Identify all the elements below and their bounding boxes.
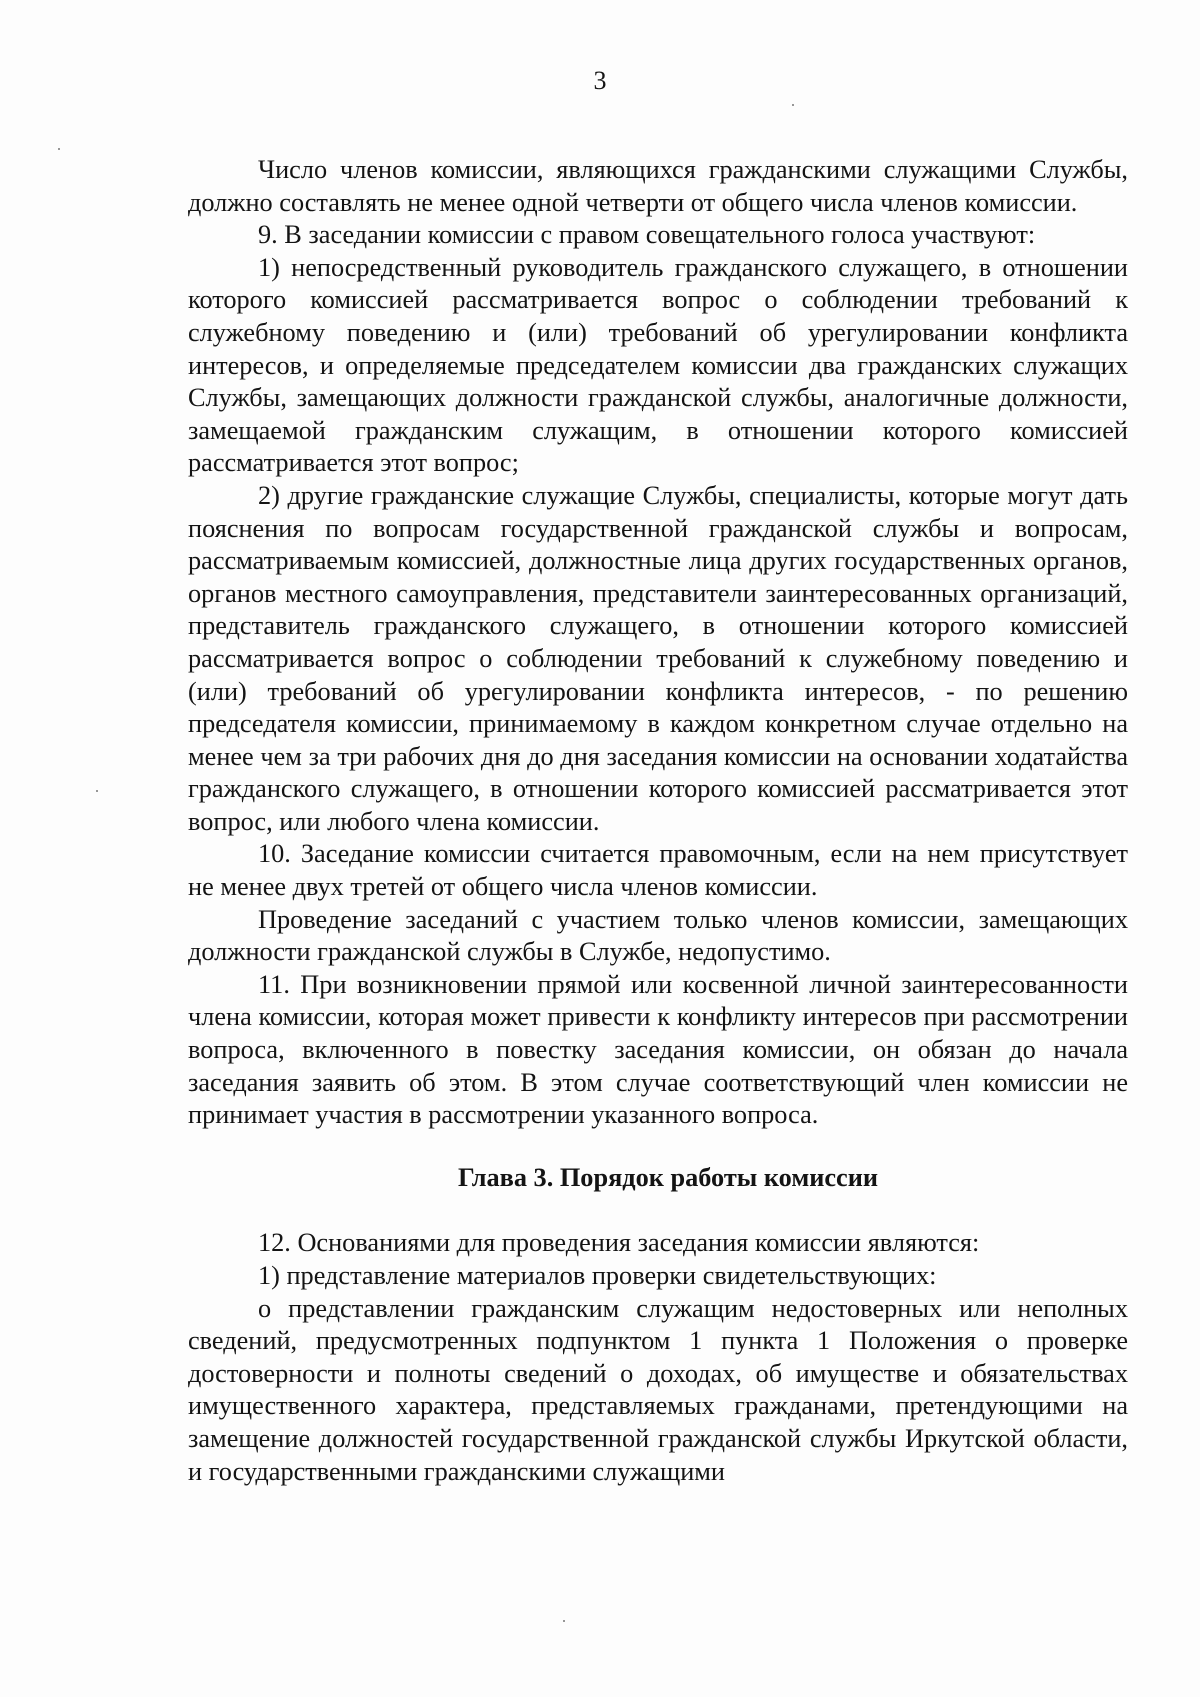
scan-speck [58, 148, 60, 150]
paragraph-item-12: 12. Основаниями для проведения заседания комиссии являются: [258, 1228, 980, 1258]
paragraph-item-9-1: 1) непосредственный руководитель гражданского служащего, в отношении которого комиссией рассматривается вопрос о соблюдении требований к служебному поведению и (или) требований об урегулировании конфликта интересов, и определяемые председателем комиссии два гражданских служащих Службы, замещающих должности гражданской службы, аналогичные должности, замещаемой гражданским служащим, в отношении которого комиссией рассматривается этот вопрос; [188, 252, 1128, 478]
scan-speck [96, 790, 98, 792]
paragraph-item-10: 10. Заседание комиссии считается правомочным, если на нем присутствует не менее двух третей от общего числа членов комиссии. [188, 839, 1128, 902]
scan-speck [563, 1620, 565, 1622]
document-body [188, 154, 1128, 1488]
paragraph-commission-quorum-share: Число членов комиссии, являющихся гражданскими служащими Службы, должно составлять не менее одной четверти от общего числа членов комиссии. [188, 155, 1128, 217]
paragraph-item-9-2: 2) другие гражданские служащие Службы, специалисты, которые могут дать пояснения по вопросам государственной гражданской службы и вопросам, рассматриваемым комиссией, должностные лица других государственных органов, органов местного самоуправления, представители заинтересованных организаций, представитель гражданского служащего, в отношении которого комиссией рассматривается вопрос о соблюдении требований к служебному поведению и (или) требований об урегулировании конфликта интересов, - по решению председателя комиссии, принимаемому в каждом конкретном случае отдельно на менее чем за три рабочих дня до дня заседания комиссии на основании ходатайства гражданского служащего, в отношении которого комиссией рассматривается этот вопрос, или любого члена комиссии. [188, 480, 1128, 836]
page-number: 3 [593, 66, 607, 95]
scan-speck [792, 104, 794, 106]
paragraph-item-12-1-a: о представлении гражданским служащим недостоверных или неполных сведений, предусмотренных подпунктом 1 пункта 1 Положения о проверке достоверности и полноты сведений о доходах, об имуществе и обязательствах имущественного характера, представляемых гражданами, претендующими на замещение должностей государственной гражданской службы Иркутской области, и государственными гражданскими служащими [188, 1293, 1128, 1486]
paragraph-item-11: 11. При возникновении прямой или косвенной личной заинтересованности члена комиссии, которая может привести к конфликту интересов при рассмотрении вопроса, включенного в повестку заседания комиссии, он обязан до начала заседания заявить об этом. В этом случае соответствующий член комиссии не принимает участия в рассмотрении указанного вопроса. [188, 969, 1128, 1130]
paragraph-item-10-continued: Проведение заседаний с участием только членов комиссии, замещающих должности гражданской службы в Службе, недопустимо. [188, 904, 1128, 967]
paragraph-item-9: 9. В заседании комиссии с правом совещательного голоса участвуют: [258, 220, 1036, 250]
chapter-heading: Глава 3. Порядок работы комиссии [457, 1162, 879, 1192]
paragraph-item-12-1: 1) представление материалов проверки свидетельствующих: [258, 1261, 937, 1290]
